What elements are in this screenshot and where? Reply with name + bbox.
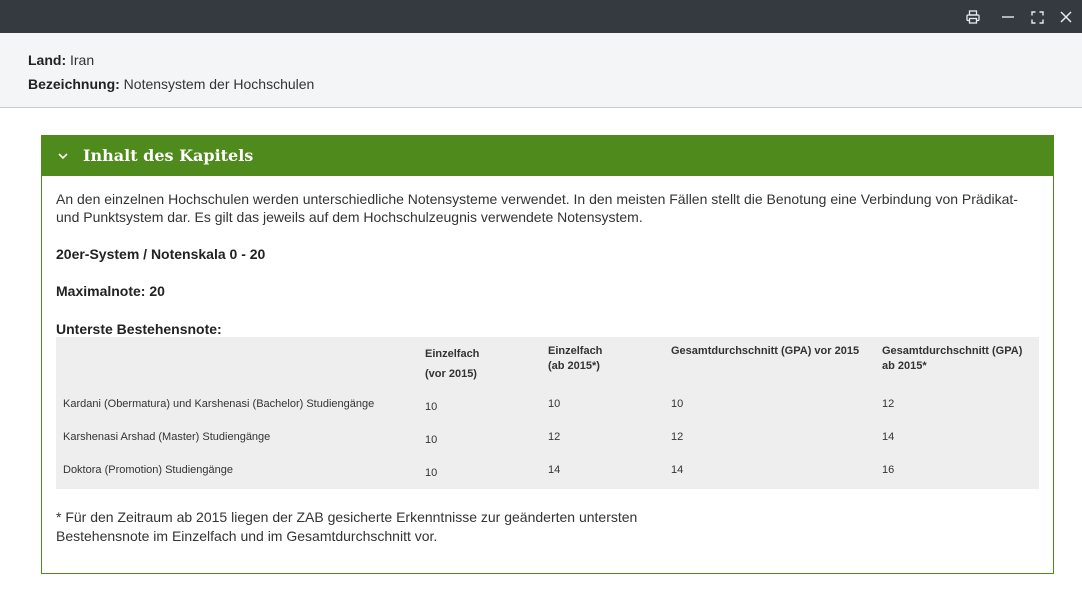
minimize-icon[interactable] [997, 6, 1019, 28]
chapter-title: Inhalt des Kapitels [83, 146, 254, 165]
table-cell: 10 [671, 398, 684, 410]
chapter-panel [41, 135, 1054, 574]
grade-table [56, 337, 1039, 489]
document-header [0, 33, 1082, 108]
table-header-cell: Einzelfach (ab 2015*) [548, 345, 603, 372]
table-header-cell: Einzelfach (vor 2015) [425, 348, 480, 380]
table-cell: Doktora (Promotion) Studiengänge [63, 464, 233, 476]
window-titlebar [0, 0, 1082, 33]
min-pass-heading: Unterste Bestehensnote: [56, 321, 222, 337]
table-header-cell: Gesamtdurchschnitt (GPA) vor 2015 [671, 345, 860, 357]
land-value: Iran [70, 52, 95, 68]
designation-label: Bezeichnung: [28, 76, 120, 92]
table-cell: 10 [425, 467, 438, 479]
close-icon[interactable] [1055, 6, 1077, 28]
table-cell: 14 [671, 464, 684, 476]
table-cell: Karshenasi Arshad (Master) Studiengänge [63, 431, 271, 443]
chapter-panel-header[interactable] [42, 136, 1053, 176]
footnote-line-1: * Für den Zeitraum ab 2015 liegen der ZAB gesicherte Erkenntnisse zur geänderten untersten [56, 509, 638, 525]
table-cell: 10 [425, 401, 438, 413]
table-cell: 12 [548, 431, 561, 443]
system-heading: 20er-System / Notenskala 0 - 20 [56, 246, 266, 262]
table-cell: 10 [425, 434, 438, 446]
max-grade: Maximalnote: 20 [56, 283, 165, 299]
table-cell: 14 [548, 464, 561, 476]
designation-line [28, 76, 314, 92]
footnote-line-2: Bestehensnote im Einzelfach und im Gesamtdurchschnitt vor. [56, 528, 438, 544]
intro-line-1: An den einzelnen Hochschulen werden unterschiedliche Notensysteme verwendet. In den meisten Fällen stellt die Benotung eine Verbindung von Prädikat- [56, 191, 1018, 207]
table-cell: 14 [882, 431, 895, 443]
land-line [28, 52, 94, 68]
maximize-icon[interactable] [1026, 6, 1048, 28]
intro-line-2: und Punktsystem dar. Es gilt das jeweils auf dem Hochschulzeugnis verwendete Notensystem. [56, 209, 643, 225]
designation-value: Notensystem der Hochschulen [123, 76, 315, 92]
document-body [0, 108, 1082, 614]
table-header-cell: Gesamtdurchschnitt (GPA) ab 2015* [882, 345, 1023, 372]
footnote [56, 508, 756, 546]
table-cell: Kardani (Obermatura) und Karshenasi (Bachelor) Studiengänge [63, 398, 375, 410]
table-cell: 16 [882, 464, 895, 476]
intro-paragraph [56, 190, 1041, 226]
print-icon[interactable] [962, 6, 984, 28]
table-cell: 10 [548, 398, 561, 410]
table-cell: 12 [671, 431, 684, 443]
land-label: Land: [28, 52, 67, 68]
table-cell: 12 [882, 398, 895, 410]
chevron-down-icon [57, 149, 69, 167]
